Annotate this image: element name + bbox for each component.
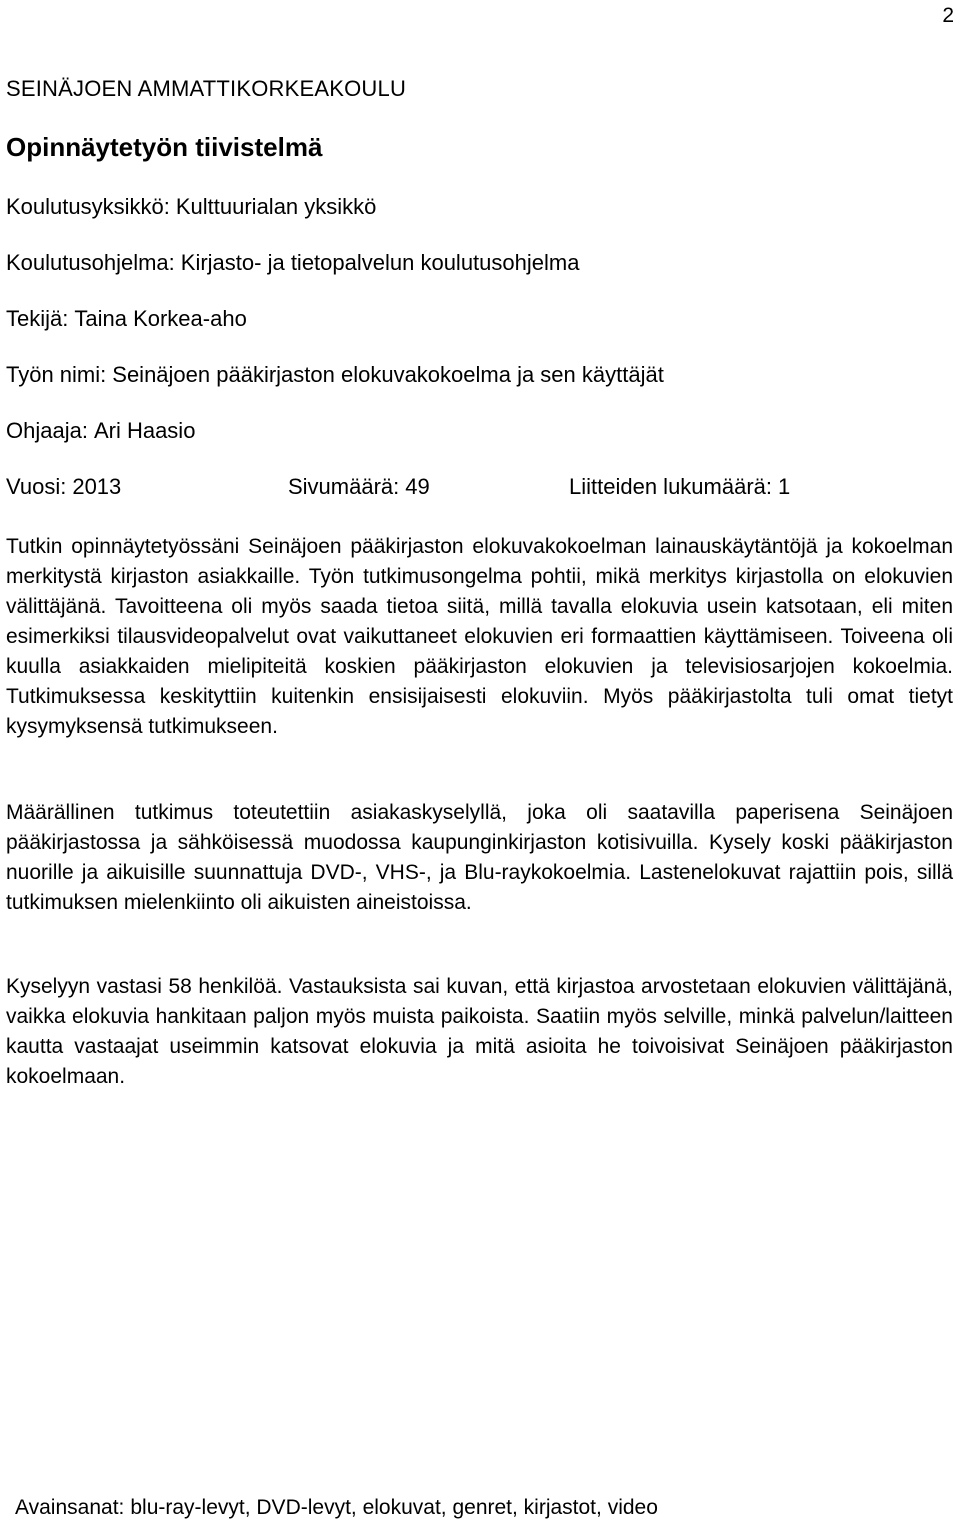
meta-unit-value: Kulttuurialan yksikkö [175, 194, 377, 219]
keywords-label: Avainsanat: [15, 1496, 125, 1519]
stat-appendices-label: Liitteiden lukumäärä: [569, 474, 773, 499]
meta-work-name-value: Seinäjoen pääkirjaston elokuvakokoelma ja sen käyttäjät [112, 362, 664, 387]
stat-pages-value: 49 [405, 474, 430, 499]
stat-year-value: 2013 [72, 474, 122, 499]
meta-author-value: Taina Korkea-aho [74, 306, 247, 331]
stats-row [6, 472, 946, 502]
page-number: 2 [942, 4, 954, 27]
stat-pages [288, 472, 430, 502]
keywords [15, 1494, 658, 1522]
stat-year [6, 472, 121, 502]
page-title: Opinnäytetyön tiivistelmä [6, 132, 323, 162]
institution-name: SEINÄJOEN AMMATTIKORKEAKOULU [6, 76, 407, 101]
meta-author-label: Tekijä: [6, 306, 69, 331]
abstract-paragraph: Määrällinen tutkimus toteutettiin asiakaskyselyllä, joka oli saatavilla paperisena Seinäjoen pääkirjastossa ja sähköisessä muodossa kaupunginkirjaston kotisivuilla. Kysely koski pääkirjaston nuorille ja aikuisille suunnattuja DVD-, VHS-, ja Blu-raykokoelmia. Lastenelokuvat rajattiin pois, sillä tutkimuksen mielenkiinto oli aikuisten aineistoissa. [6, 801, 953, 914]
meta-programme-label: Koulutusohjelma: [6, 250, 175, 275]
abstract-paragraph: Kyselyyn vastasi 58 henkilöä. Vastauksista sai kuvan, että kirjastoa arvostetaan elokuvien välittäjänä, vaikka elokuvia hankitaan paljon myös muista paikoista. Saatiin myös selville, minkä palvelun/laitteen kautta vastaajat useimmin katsovat elokuvia ja mitä asioita he toivoisivat Seinäjoen pääkirjaston kokoelmaan. [6, 975, 953, 1088]
meta-work-name [6, 360, 664, 390]
stat-pages-label: Sivumäärä: [288, 474, 400, 499]
meta-supervisor-label: Ohjaaja: [6, 418, 88, 443]
meta-unit-label: Koulutusyksikkö: [6, 194, 170, 219]
meta-work-name-label: Työn nimi: [6, 362, 107, 387]
stat-year-label: Vuosi: [6, 474, 67, 499]
meta-author [6, 304, 247, 334]
meta-programme [6, 248, 579, 278]
abstract-paragraph: Tutkin opinnäytetyössäni Seinäjoen pääkirjaston elokuvakokoelman lainauskäytäntöjä ja kokoelman merkitystä kirjaston asiakkaille. Työn tutkimusongelma pohtii, mikä merkitys kirjastolla on elokuvien välittäjänä. Tavoitteena oli myös saada tietoa siitä, millä tavalla elokuvia usein katsotaan, eli miten esimerkiksi tilausvideopalvelut ovat vaikuttaneet elokuvien eri formaattien käyttämiseen. Toiveena oli kuulla asiakkaiden mielipiteitä koskien pääkirjaston elokuvien ja televisiosarjojen kokoelmia. Tutkimuksessa keskityttiin kuitenkin ensisijaisesti elokuviin. Myös pääkirjastolta tuli omat tietyt kysymyksensä tutkimukseen. [6, 535, 953, 738]
meta-programme-value: Kirjasto- ja tietopalvelun koulutusohjelma [180, 250, 580, 275]
meta-unit [6, 192, 376, 222]
stat-appendices-value: 1 [778, 474, 791, 499]
keywords-value: blu-ray-levyt, DVD-levyt, elokuvat, genret, kirjastot, video [130, 1496, 658, 1519]
stat-appendices [569, 472, 790, 502]
meta-supervisor [6, 416, 195, 446]
meta-supervisor-value: Ari Haasio [93, 418, 196, 443]
